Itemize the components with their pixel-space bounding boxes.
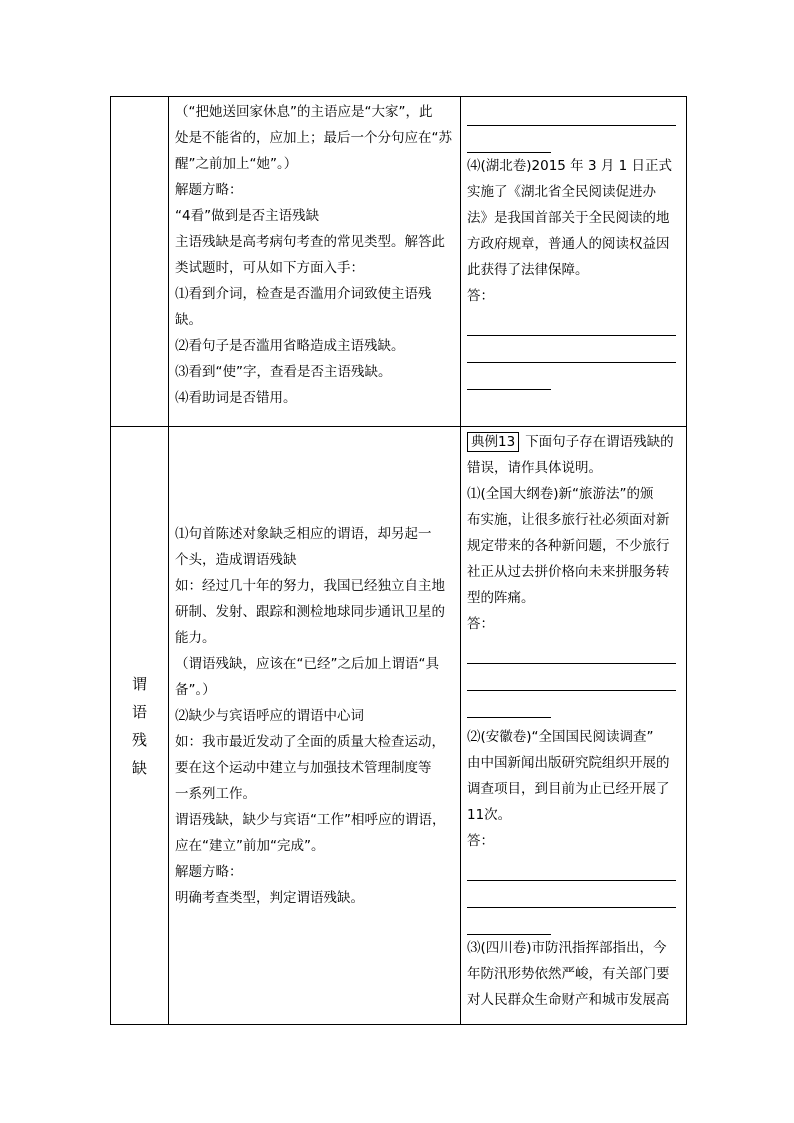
answer-blank-line[interactable]	[467, 854, 676, 881]
question-line: 规定带来的各种新问题，不少旅行	[467, 538, 670, 554]
question-line: 社正从过去拼价格向未来拼服务转	[467, 564, 670, 580]
text-line: ⑶看到“使”字，查看是否主语残缺。	[175, 364, 392, 380]
row1-label-cell	[111, 97, 169, 427]
answer-label: 答：	[467, 833, 494, 849]
question-line: 11次。	[467, 807, 512, 823]
content-table	[110, 96, 687, 1025]
row1-exercise-cell	[461, 97, 687, 427]
text-line: 个头，造成谓语残缺	[175, 551, 297, 568]
text-line: （“把她送回家休息”的主语应是“大家”，此	[175, 104, 433, 120]
question-line: 年防汛形势依然严峻，有关部门要	[467, 966, 670, 982]
table-row	[111, 427, 687, 1025]
answer-label: 答：	[467, 616, 494, 632]
question-line: 方政府规章，普通人的阅读权益因	[467, 236, 670, 252]
text-line: 解题方略：	[175, 863, 243, 880]
answer-blank-line[interactable]	[467, 664, 676, 691]
answer-blank-line[interactable]	[467, 309, 676, 336]
row1-explanation-cell	[169, 97, 461, 427]
text-line: 一系列工作。	[175, 785, 256, 802]
label-char: 谓	[131, 674, 147, 693]
example-intro-cont: 错误，请作具体说明。	[467, 460, 602, 476]
text-line: 类试题时，可从如下方面入手：	[175, 260, 364, 276]
text-line: 应在“建立”前加“完成”。	[175, 837, 325, 854]
question-line: 对人民群众生命财产和城市发展高	[467, 992, 670, 1008]
text-line: 谓语残缺，缺少与宾语“工作”相呼应的谓语，	[175, 811, 446, 828]
text-line: 解题方略：	[175, 182, 243, 198]
question-line: 调查项目，到目前为止已经开展了	[467, 781, 670, 797]
example-intro	[467, 429, 682, 455]
answer-blank-line[interactable]	[467, 691, 551, 718]
question-line: 布实施，让很多旅行社必须面对新	[467, 512, 670, 528]
answer-blank-line[interactable]	[467, 363, 551, 390]
example-tag: 典例13	[467, 432, 519, 452]
text-line: 缺。	[175, 312, 202, 328]
answer-blank-line[interactable]	[467, 881, 676, 908]
text-line: 要在这个运动中建立与加强技术管理制度等	[175, 759, 432, 776]
text-line: 醒”之前加上“她”。）	[175, 156, 298, 172]
text-line: ⑵看句子是否滥用省略造成主语残缺。	[175, 338, 405, 354]
text-line: 备”。）	[175, 681, 216, 698]
table-row	[111, 97, 687, 427]
text-line: 明确考查类型，判定谓语残缺。	[175, 889, 364, 906]
text-line: （谓语残缺，应该在“已经”之后加上谓语“具	[175, 655, 439, 672]
label-char: 语	[131, 702, 147, 721]
text-line: 如：经过几十年的努力，我国已经独立自主地	[175, 577, 445, 594]
text-line: 处是不能省的，应加上；最后一个分句应在“苏	[175, 130, 452, 146]
answer-label: 答：	[467, 288, 494, 304]
row2-label-cell	[111, 427, 169, 1025]
text-line: 研制、发射、跟踪和测检地球同步通讯卫星的	[175, 603, 445, 620]
question-line: ⑷(湖北卷)2015 年 3 月 1 日正式	[467, 158, 673, 174]
question-line: ⑴(全国大纲卷)新“旅游法”的颁	[467, 486, 654, 502]
text-line: “4看”做到是否主语残缺	[175, 208, 320, 224]
question-line: 此获得了法律保障。	[467, 262, 589, 278]
row2-exercise-cell	[461, 427, 687, 1025]
answer-blank-line[interactable]	[467, 126, 551, 153]
label-char: 残	[131, 730, 147, 749]
question-line: ⑵(安徽卷)“全国国民阅读调查”	[467, 729, 654, 745]
row2-explanation-cell	[169, 427, 461, 1025]
question-line: ⑶(四川卷)市防汛指挥部指出，今	[467, 940, 667, 956]
answer-blank-line[interactable]	[467, 908, 551, 935]
text-line: ⑴看到介词，检查是否滥用介词致使主语残	[175, 286, 432, 302]
answer-blank-line[interactable]	[467, 99, 676, 126]
question-line: 实施了《湖北省全民阅读促进办	[467, 184, 656, 200]
text-line: ⑵缺少与宾语呼应的谓语中心词	[175, 707, 364, 724]
answer-blank-line[interactable]	[467, 637, 676, 664]
text-line: ⑴句首陈述对象缺乏相应的谓语，却另起一	[175, 525, 432, 542]
question-line: 由中国新闻出版研究院组织开展的	[467, 755, 670, 771]
answer-blank-line[interactable]	[467, 336, 676, 363]
text-line: 如：我市最近发动了全面的质量大检查运动，	[175, 733, 445, 750]
example-intro-text: 下面句子存在谓语残缺的	[525, 434, 674, 450]
question-line: 型的阵痛。	[467, 590, 535, 606]
text-line: 能力。	[175, 629, 216, 646]
label-char: 缺	[131, 758, 147, 777]
question-line: 法》是我国首部关于全民阅读的地	[467, 210, 670, 226]
text-line: ⑷看助词是否错用。	[175, 390, 297, 406]
text-line: 主语残缺是高考病句考查的常见类型。解答此	[175, 234, 445, 250]
